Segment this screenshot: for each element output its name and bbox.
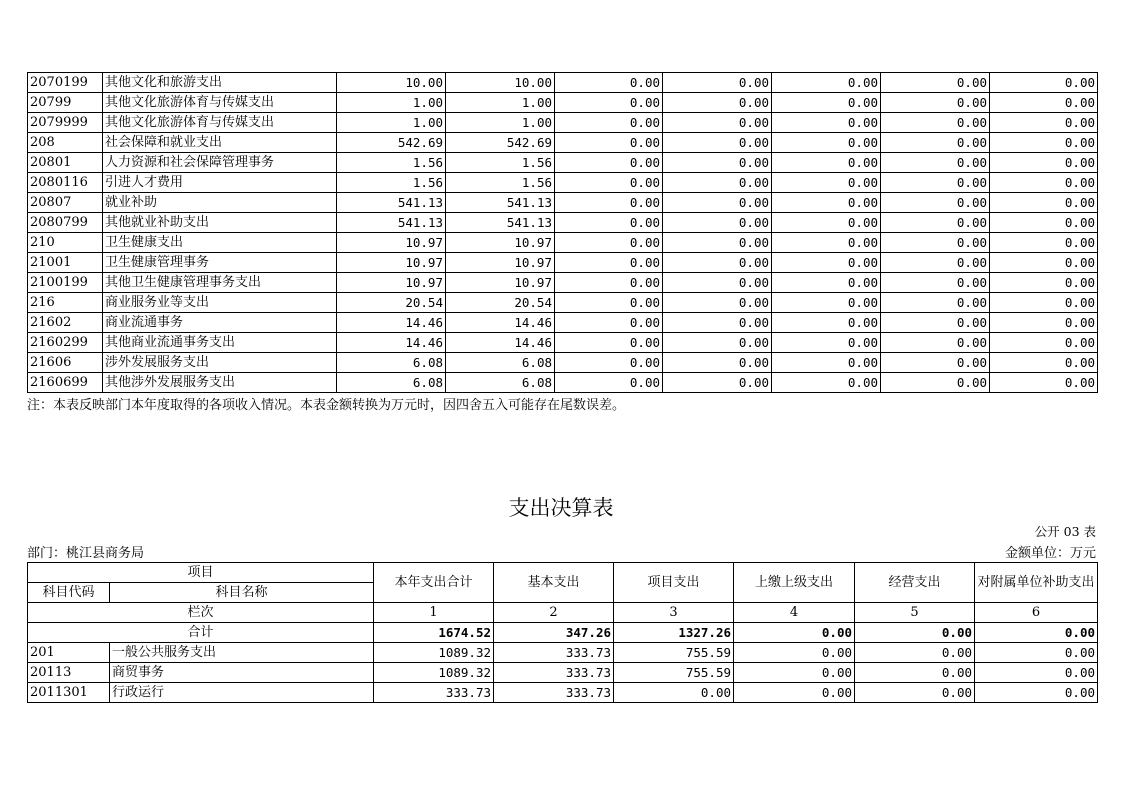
amount-cell: 542.69 [446,133,555,153]
table-row [28,373,1098,393]
unit-label: 金额单位：万元 [1004,546,1096,561]
amount-cell: 0.00 [855,663,975,683]
amount-cell: 0.00 [990,73,1098,93]
revenue-table-continued [27,72,1098,393]
amount-cell: 14.46 [446,313,555,333]
subject-name: 就业补助 [103,193,337,213]
table-row [28,683,1098,703]
header-col-name: 科目名称 [110,583,374,603]
header-upper: 上缴上级支出 [734,563,855,603]
amount-cell: 0.00 [555,353,663,373]
page-title: 支出决算表 [508,496,614,520]
amount-cell: 0.00 [663,193,772,213]
amount-cell: 10.00 [337,73,446,93]
subject-code: 2100199 [28,273,103,293]
amount-cell: 0.00 [555,173,663,193]
amount-cell: 0.00 [990,153,1098,173]
amount-cell: 755.59 [614,663,734,683]
amount-cell: 0.00 [881,133,990,153]
amount-cell: 0.00 [663,233,772,253]
amount-cell: 0.00 [881,73,990,93]
amount-cell: 10.97 [446,253,555,273]
amount-cell: 333.73 [494,663,614,683]
amount-cell: 0.00 [990,193,1098,213]
revenue-table-body [28,73,1098,393]
amount-cell: 0.00 [990,113,1098,133]
subject-code: 20113 [28,663,110,683]
amount-cell: 0.00 [881,373,990,393]
amount-cell: 1.56 [446,173,555,193]
subject-code: 2079999 [28,113,103,133]
header-col-code: 科目代码 [28,583,110,603]
total-row [28,623,1098,643]
amount-cell: 0.00 [990,233,1098,253]
amount-cell: 333.73 [494,683,614,703]
header-subsidy: 对附属单位补助支出 [975,563,1098,603]
amount-cell: 0.00 [975,683,1098,703]
amount-cell: 1089.32 [374,643,494,663]
amount-cell: 0.00 [975,663,1098,683]
amount-cell: 0.00 [663,353,772,373]
subject-code: 21606 [28,353,103,373]
amount-cell: 10.97 [446,233,555,253]
amount-cell: 6.08 [446,353,555,373]
table-row [28,293,1098,313]
header-row-label: 栏次 [28,603,374,623]
table-code: 公开 03 表 [1034,524,1096,539]
amount-cell: 541.13 [446,193,555,213]
amount-cell: 0.00 [663,73,772,93]
amount-cell: 0.00 [881,193,990,213]
amount-cell: 0.00 [555,273,663,293]
table-row [28,193,1098,213]
amount-cell: 0.00 [990,273,1098,293]
amount-cell: 0.00 [555,213,663,233]
amount-cell: 333.73 [494,643,614,663]
amount-cell: 541.13 [446,213,555,233]
amount-cell: 0.00 [881,253,990,273]
amount-cell: 1.56 [337,173,446,193]
subject-name: 商业流通事务 [103,313,337,333]
department-label: 部门：桃江县商务局 [27,546,145,561]
subject-name: 商业服务业等支出 [103,293,337,313]
amount-cell: 10.97 [337,233,446,253]
amount-cell: 14.46 [337,313,446,333]
amount-cell: 0.00 [975,643,1098,663]
col-num: 6 [975,603,1098,623]
table-row [28,313,1098,333]
amount-cell: 0.00 [734,663,855,683]
table-row [28,213,1098,233]
amount-cell: 0.00 [555,113,663,133]
amount-cell: 0.00 [772,273,881,293]
total-cell: 1327.26 [614,623,734,643]
amount-cell: 1.00 [446,113,555,133]
header-business: 经营支出 [855,563,975,603]
table-row [28,643,1098,663]
amount-cell: 0.00 [990,213,1098,233]
amount-cell: 0.00 [555,93,663,113]
table-row [28,173,1098,193]
amount-cell: 20.54 [337,293,446,313]
amount-cell: 0.00 [663,373,772,393]
total-cell: 0.00 [975,623,1098,643]
amount-cell: 0.00 [663,173,772,193]
amount-cell: 0.00 [990,373,1098,393]
subject-name: 卫生健康管理事务 [103,253,337,273]
amount-cell: 0.00 [990,333,1098,353]
amount-cell: 0.00 [555,153,663,173]
amount-cell: 0.00 [772,353,881,373]
subject-code: 201 [28,643,110,663]
amount-cell: 6.08 [446,373,555,393]
amount-cell: 542.69 [337,133,446,153]
table-row [28,253,1098,273]
subject-name: 一般公共服务支出 [110,643,374,663]
amount-cell: 0.00 [772,373,881,393]
header-project: 项目支出 [614,563,734,603]
subject-code: 2011301 [28,683,110,703]
subject-name: 其他涉外发展服务支出 [103,373,337,393]
amount-cell: 0.00 [881,233,990,253]
subject-name: 行政运行 [110,683,374,703]
total-cell: 0.00 [855,623,975,643]
amount-cell: 0.00 [663,113,772,133]
amount-cell: 0.00 [614,683,734,703]
subject-code: 208 [28,133,103,153]
subject-code: 2080799 [28,213,103,233]
total-cell: 0.00 [734,623,855,643]
amount-cell: 0.00 [734,683,855,703]
table-row [28,333,1098,353]
subject-name: 引进人才费用 [103,173,337,193]
amount-cell: 0.00 [990,313,1098,333]
col-num: 1 [374,603,494,623]
amount-cell: 0.00 [772,233,881,253]
amount-cell: 0.00 [663,153,772,173]
amount-cell: 0.00 [990,173,1098,193]
amount-cell: 1.56 [337,153,446,173]
amount-cell: 0.00 [663,333,772,353]
table-row [28,133,1098,153]
amount-cell: 1.00 [337,93,446,113]
amount-cell: 0.00 [663,293,772,313]
amount-cell: 541.13 [337,213,446,233]
amount-cell: 0.00 [555,293,663,313]
amount-cell: 0.00 [663,93,772,113]
amount-cell: 0.00 [855,683,975,703]
table-row [28,233,1098,253]
amount-cell: 1.00 [446,93,555,113]
total-cell: 1674.52 [374,623,494,643]
subject-code: 21602 [28,313,103,333]
amount-cell: 0.00 [881,313,990,333]
amount-cell: 333.73 [374,683,494,703]
amount-cell: 0.00 [555,133,663,153]
table-row [28,353,1098,373]
subject-name: 涉外发展服务支出 [103,353,337,373]
subject-name: 其他卫生健康管理事务支出 [103,273,337,293]
amount-cell: 0.00 [881,333,990,353]
expenditure-table-body [28,623,1098,643]
amount-cell: 0.00 [772,133,881,153]
subject-code: 2080116 [28,173,103,193]
subject-code: 2160699 [28,373,103,393]
amount-cell: 0.00 [881,293,990,313]
total-label: 合计 [28,623,374,643]
amount-cell: 0.00 [663,133,772,153]
subject-code: 216 [28,293,103,313]
amount-cell: 20.54 [446,293,555,313]
table-row [28,273,1098,293]
amount-cell: 0.00 [663,213,772,233]
subject-name: 社会保障和就业支出 [103,133,337,153]
amount-cell: 14.46 [337,333,446,353]
amount-cell: 10.97 [337,273,446,293]
subject-name: 其他文化旅游体育与传媒支出 [103,93,337,113]
amount-cell: 0.00 [772,293,881,313]
col-num: 5 [855,603,975,623]
amount-cell: 0.00 [772,153,881,173]
amount-cell: 755.59 [614,643,734,663]
table-row [28,663,1098,683]
subject-name: 其他商业流通事务支出 [103,333,337,353]
subject-code: 20807 [28,193,103,213]
amount-cell: 0.00 [881,173,990,193]
amount-cell: 0.00 [663,253,772,273]
expenditure-table [27,562,1098,703]
table-row [28,93,1098,113]
amount-cell: 0.00 [772,313,881,333]
amount-cell: 0.00 [990,133,1098,153]
amount-cell: 0.00 [881,113,990,133]
amount-cell: 0.00 [772,93,881,113]
amount-cell: 1.00 [337,113,446,133]
amount-cell: 6.08 [337,353,446,373]
table-row [28,113,1098,133]
amount-cell: 0.00 [990,253,1098,273]
amount-cell: 0.00 [772,113,881,133]
amount-cell: 0.00 [881,273,990,293]
col-num: 2 [494,603,614,623]
amount-cell: 0.00 [772,73,881,93]
table-row [28,73,1098,93]
amount-cell: 0.00 [555,73,663,93]
table-note: 注：本表反映部门本年度取得的各项收入情况。本表金额转换为万元时，因四舍五入可能存在尾数误差。 [27,398,626,413]
amount-cell: 1089.32 [374,663,494,683]
expenditure-table-header [28,563,1098,623]
subject-name: 商贸事务 [110,663,374,683]
amount-cell: 0.00 [734,643,855,663]
table-row [28,153,1098,173]
amount-cell: 0.00 [990,353,1098,373]
amount-cell: 14.46 [446,333,555,353]
col-num: 3 [614,603,734,623]
amount-cell: 0.00 [772,333,881,353]
header-total: 本年支出合计 [374,563,494,603]
amount-cell: 0.00 [555,233,663,253]
amount-cell: 0.00 [855,643,975,663]
subject-code: 20801 [28,153,103,173]
subject-code: 210 [28,233,103,253]
amount-cell: 0.00 [663,313,772,333]
amount-cell: 0.00 [772,213,881,233]
amount-cell: 0.00 [555,373,663,393]
amount-cell: 0.00 [555,253,663,273]
amount-cell: 0.00 [772,173,881,193]
amount-cell: 0.00 [881,213,990,233]
amount-cell: 0.00 [990,93,1098,113]
subject-name: 其他文化和旅游支出 [103,73,337,93]
col-num: 4 [734,603,855,623]
subject-code: 21001 [28,253,103,273]
amount-cell: 0.00 [555,193,663,213]
amount-cell: 0.00 [663,273,772,293]
amount-cell: 10.97 [446,273,555,293]
header-item: 项目 [28,563,374,583]
expenditure-table-rows [28,643,1098,703]
amount-cell: 0.00 [772,193,881,213]
amount-cell: 10.97 [337,253,446,273]
amount-cell: 0.00 [881,153,990,173]
amount-cell: 541.13 [337,193,446,213]
subject-name: 卫生健康支出 [103,233,337,253]
amount-cell: 10.00 [446,73,555,93]
subject-name: 其他文化旅游体育与传媒支出 [103,113,337,133]
amount-cell: 6.08 [337,373,446,393]
amount-cell: 0.00 [555,333,663,353]
amount-cell: 0.00 [990,293,1098,313]
amount-cell: 0.00 [881,353,990,373]
subject-name: 其他就业补助支出 [103,213,337,233]
subject-code: 2160299 [28,333,103,353]
subject-code: 2070199 [28,73,103,93]
amount-cell: 1.56 [446,153,555,173]
header-basic: 基本支出 [494,563,614,603]
amount-cell: 0.00 [772,253,881,273]
subject-name: 人力资源和社会保障管理事务 [103,153,337,173]
amount-cell: 0.00 [555,313,663,333]
amount-cell: 0.00 [881,93,990,113]
subject-code: 20799 [28,93,103,113]
total-cell: 347.26 [494,623,614,643]
